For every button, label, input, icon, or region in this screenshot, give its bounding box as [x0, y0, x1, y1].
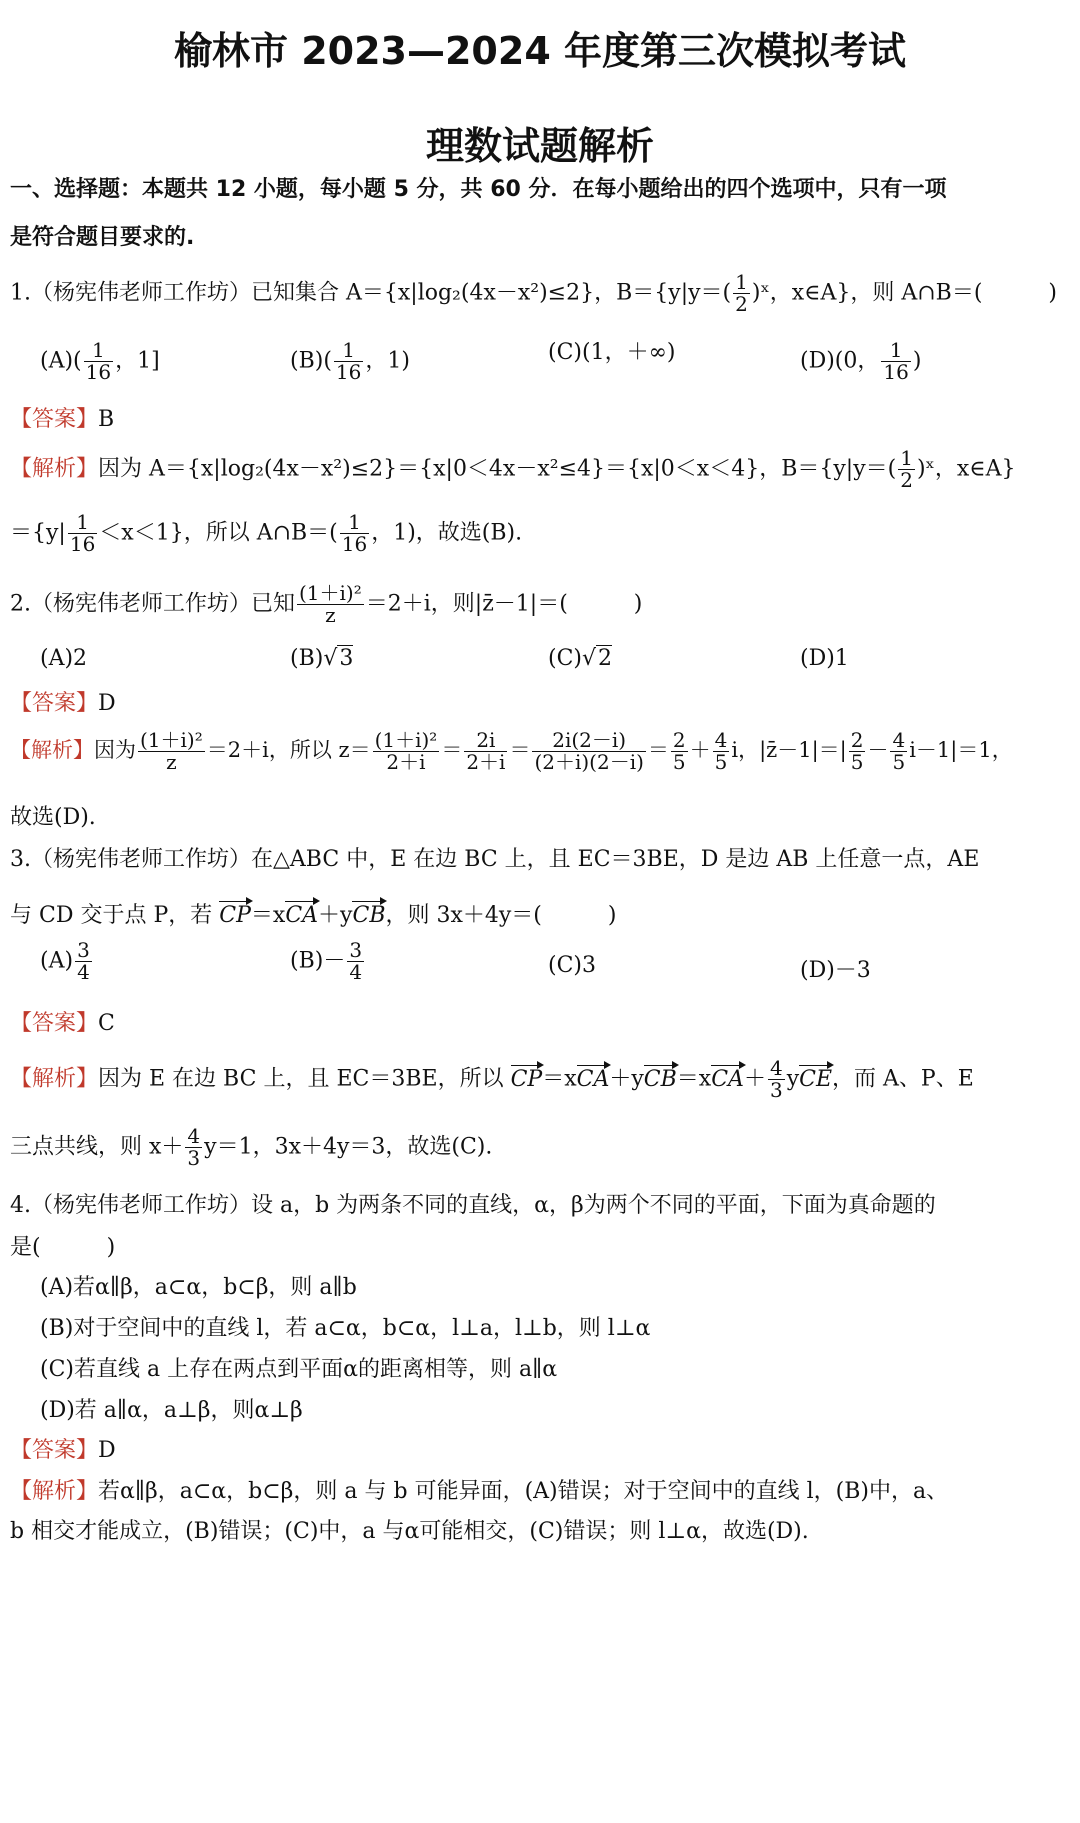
q3-answer: 【答案】C: [10, 1011, 115, 1036]
q2-analysis-line2: 故选(D).: [10, 805, 96, 830]
analysis-tag: 【解析】: [10, 456, 99, 482]
q1-answer: 【答案】B: [10, 407, 115, 432]
q4-analysis-line2: b 相交才能成立，(B)错误；(C)中，a 与α可能相交，(C)错误；则 l⊥α，故选(D).: [10, 1519, 809, 1544]
q3-option-b: (B)－ $\frac{3}{4}$: [290, 938, 363, 984]
q2-option-a: (A)2: [40, 646, 88, 671]
q1-analysis-line2: ＝{y| $\frac{1}{16}$ ＜x＜1}，所以 A∩B＝( $\frac{1}{16}$ ，1)，故选(B).: [10, 510, 523, 556]
q2-option-d: (D)1: [800, 646, 849, 671]
q4-answer: 【答案】D: [10, 1438, 116, 1463]
exam-subtitle: 理数试题解析: [425, 124, 654, 168]
q2-option-c: (C)√2: [548, 646, 613, 671]
q4-option-c: (C)若直线 a 上存在两点到平面α的距离相等，则 a∥α: [40, 1357, 558, 1382]
q4-option-d: (D)若 a∥α，a⊥β，则α⊥β: [40, 1398, 303, 1423]
q3-option-d: (D)－3: [800, 958, 871, 983]
q3-analysis-line1: 【解析】因为 E 在边 BC 上，且 EC＝3BE，所以 CP＝xCA＋yCB＝xCA＋ $\frac{4}{3}$ yCE，而 A、P、E: [10, 1056, 974, 1102]
q1-option-d: (D)(0， $\frac{1}{16}$ ): [800, 338, 922, 384]
q4-stem-line1: 4.（杨宪伟老师工作坊）设 a，b 为两条不同的直线，α，β为两个不同的平面，下面为真命题的: [10, 1193, 936, 1218]
q1-analysis-line1: 【解析】因为 A＝{x|log₂(4x－x²)≤2}＝{x|0＜4x－x²≤4}＝{x|0＜x＜4}，B＝{y|y＝( $\frac{1}{2}$ )ˣ，x∈A}: [10, 446, 1016, 492]
q4-analysis-line1: 【解析】若α∥β，a⊂α，b⊂β，则 a 与 b 可能异面，(A)错误；对于空间中的直线 l，(B)中，a、: [10, 1479, 949, 1504]
q1-option-b: (B)( $\frac{1}{16}$ ，1): [290, 338, 410, 384]
q4-stem-line2: 是( ): [10, 1235, 116, 1260]
q3-option-a: (A) $\frac{3}{4}$: [40, 938, 90, 984]
answer-tag: 【答案】: [10, 407, 99, 432]
q4-option-a: (A)若α∥β，a⊂α，b⊂β，则 a∥b: [40, 1275, 357, 1300]
q1-option-c: (C)(1，＋∞): [548, 340, 676, 365]
q1-stem: 1.（杨宪伟老师工作坊）已知集合 A＝{x|log₂(4x－x²)≤2}，B＝{y|y＝( $\frac{1}{2}$ )ˣ，x∈A}，则 A∩B＝( ): [10, 270, 1057, 316]
q2-stem: 2.（杨宪伟老师工作坊）已知 $\frac{\text{(1＋i)²}}{z}$ ＝2＋i，则|z̄－1|＝( ): [10, 581, 643, 627]
q3-stem-line2: 与 CD 交于点 P，若 CP＝xCA＋yCB，则 3x＋4y＝( ): [10, 903, 617, 928]
q2-option-b: (B)√3: [290, 646, 354, 671]
q1-option-a: (A)( $\frac{1}{16}$ ，1]: [40, 338, 160, 384]
exam-title: 榆林市 2023—2024 年度第三次模拟考试: [174, 29, 906, 73]
q3-option-c: (C)3: [548, 953, 596, 978]
q3-stem-line1: 3.（杨宪伟老师工作坊）在△ABC 中，E 在边 BC 上，且 EC＝3BE，D 是边 AB 上任意一点，AE: [10, 847, 980, 872]
section-header-line2: 是符合题目要求的.: [10, 225, 195, 250]
q3-analysis-line2: 三点共线，则 x＋ $\frac{4}{3}$ y＝1，3x＋4y＝3，故选(C).: [10, 1124, 493, 1170]
q1-stem-fraction: $\frac{1}{2}$: [735, 270, 748, 316]
q4-option-b: (B)对于空间中的直线 l，若 a⊂α，b⊂α，l⊥a，l⊥b，则 l⊥α: [40, 1316, 651, 1341]
q2-analysis-line1: 【解析】因为 $\frac{\text{(1＋i)²}}{z}$ ＝2＋i，所以 z＝ $\frac{\text{(1＋i)²}}{2+i}$ ＝ $\frac{2i}{2+i}$ ＝ $\frac{2i(2-i)}{(2+i)(2-i)}$ ＝ $\frac{2}{5}$ ＋ $\frac{4}{5}$ i，|z̄－1|＝| $\frac{2}{5}$ － $\frac{4}{5}$ i－1|＝1，: [10, 728, 1013, 774]
q2-answer: 【答案】D: [10, 691, 116, 716]
section-header-line1: 一、选择题：本题共 12 小题，每小题 5 分，共 60 分．在每小题给出的四个选项中，只有一项: [10, 177, 947, 202]
